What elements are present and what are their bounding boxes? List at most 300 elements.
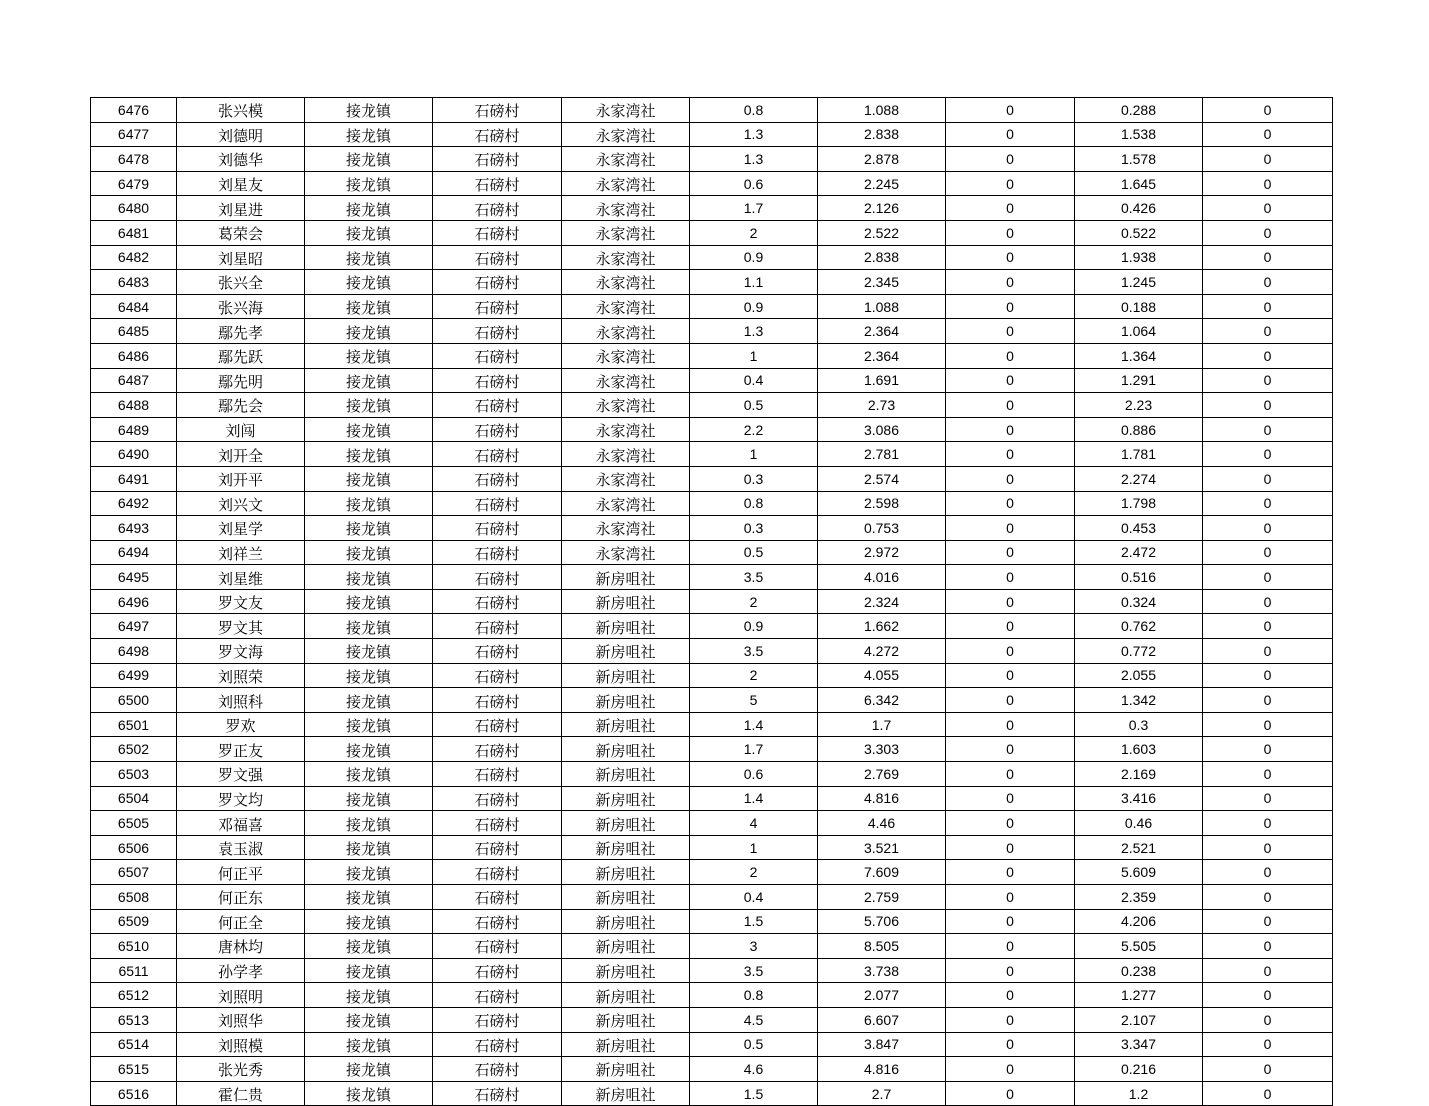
name-cell: 刘祥兰 [177,540,305,565]
town-cell: 接龙镇 [305,1032,433,1057]
village-cell: 石磅村 [433,983,562,1008]
value-c-cell: 0 [946,343,1075,368]
group-cell: 永家湾社 [562,393,690,418]
name-cell: 刘照科 [177,688,305,713]
table-row [91,909,1333,934]
village-cell: 石磅村 [433,737,562,762]
value-e-cell: 0 [1203,294,1333,319]
value-b-cell: 2.522 [818,220,946,245]
value-d-cell: 0.216 [1075,1057,1203,1082]
table-row [91,122,1333,147]
name-cell: 袁玉淑 [177,835,305,860]
name-cell: 刘星友 [177,171,305,196]
name-cell: 张兴海 [177,294,305,319]
value-b-cell: 3.086 [818,417,946,442]
village-cell: 石磅村 [433,417,562,442]
value-a-cell: 0.8 [690,491,818,516]
value-e-cell: 0 [1203,270,1333,295]
id-cell: 6516 [91,1081,177,1106]
town-cell: 接龙镇 [305,319,433,344]
village-cell: 石磅村 [433,811,562,836]
town-cell: 接龙镇 [305,762,433,787]
value-b-cell: 4.46 [818,811,946,836]
id-cell: 6511 [91,958,177,983]
village-cell: 石磅村 [433,589,562,614]
value-e-cell: 0 [1203,639,1333,664]
value-c-cell: 0 [946,466,1075,491]
name-cell: 刘星学 [177,516,305,541]
value-d-cell: 5.609 [1075,860,1203,885]
value-d-cell: 0.886 [1075,417,1203,442]
village-cell: 石磅村 [433,1081,562,1106]
table-row [91,786,1333,811]
id-cell: 6506 [91,835,177,860]
value-e-cell: 0 [1203,663,1333,688]
village-cell: 石磅村 [433,147,562,172]
name-cell: 刘照荣 [177,663,305,688]
table-row [91,983,1333,1008]
table-row [91,319,1333,344]
table-row [91,565,1333,590]
value-b-cell: 6.607 [818,1007,946,1032]
table-row [91,885,1333,910]
village-cell: 石磅村 [433,98,562,123]
value-d-cell: 1.342 [1075,688,1203,713]
id-cell: 6493 [91,516,177,541]
value-c-cell: 0 [946,639,1075,664]
value-b-cell: 2.73 [818,393,946,418]
group-cell: 新房咀社 [562,688,690,713]
group-cell: 新房咀社 [562,614,690,639]
value-d-cell: 2.23 [1075,393,1203,418]
value-b-cell: 2.7 [818,1081,946,1106]
table-row [91,811,1333,836]
town-cell: 接龙镇 [305,417,433,442]
id-cell: 6499 [91,663,177,688]
value-c-cell: 0 [946,147,1075,172]
value-c-cell: 0 [946,958,1075,983]
value-c-cell: 0 [946,294,1075,319]
id-cell: 6510 [91,934,177,959]
value-a-cell: 3.5 [690,958,818,983]
value-d-cell: 0.453 [1075,516,1203,541]
id-cell: 6494 [91,540,177,565]
table-row [91,393,1333,418]
group-cell: 永家湾社 [562,491,690,516]
id-cell: 6486 [91,343,177,368]
table-row [91,958,1333,983]
value-c-cell: 0 [946,1081,1075,1106]
village-cell: 石磅村 [433,171,562,196]
group-cell: 新房咀社 [562,1081,690,1106]
village-cell: 石磅村 [433,958,562,983]
village-cell: 石磅村 [433,762,562,787]
value-d-cell: 1.781 [1075,442,1203,467]
name-cell: 罗文强 [177,762,305,787]
id-cell: 6514 [91,1032,177,1057]
id-cell: 6481 [91,220,177,245]
value-b-cell: 2.574 [818,466,946,491]
group-cell: 永家湾社 [562,319,690,344]
name-cell: 刘德华 [177,147,305,172]
town-cell: 接龙镇 [305,934,433,959]
value-b-cell: 1.7 [818,712,946,737]
group-cell: 永家湾社 [562,343,690,368]
value-a-cell: 1.3 [690,122,818,147]
group-cell: 永家湾社 [562,147,690,172]
value-b-cell: 2.838 [818,245,946,270]
value-b-cell: 2.972 [818,540,946,565]
value-c-cell: 0 [946,589,1075,614]
value-b-cell: 2.769 [818,762,946,787]
town-cell: 接龙镇 [305,589,433,614]
value-b-cell: 4.816 [818,786,946,811]
village-cell: 石磅村 [433,491,562,516]
value-b-cell: 7.609 [818,860,946,885]
value-c-cell: 0 [946,319,1075,344]
town-cell: 接龙镇 [305,983,433,1008]
id-cell: 6507 [91,860,177,885]
value-e-cell: 0 [1203,540,1333,565]
value-e-cell: 0 [1203,98,1333,123]
name-cell: 刘开平 [177,466,305,491]
value-c-cell: 0 [946,1007,1075,1032]
id-cell: 6505 [91,811,177,836]
table-row [91,540,1333,565]
value-d-cell: 1.603 [1075,737,1203,762]
value-b-cell: 3.521 [818,835,946,860]
town-cell: 接龙镇 [305,737,433,762]
name-cell: 鄢先会 [177,393,305,418]
id-cell: 6488 [91,393,177,418]
value-a-cell: 1.7 [690,737,818,762]
value-a-cell: 1.5 [690,1081,818,1106]
value-e-cell: 0 [1203,1007,1333,1032]
value-b-cell: 2.364 [818,319,946,344]
value-c-cell: 0 [946,393,1075,418]
name-cell: 何正东 [177,885,305,910]
name-cell: 鄢先跃 [177,343,305,368]
id-cell: 6496 [91,589,177,614]
table-row [91,860,1333,885]
value-d-cell: 1.645 [1075,171,1203,196]
village-cell: 石磅村 [433,368,562,393]
value-b-cell: 3.303 [818,737,946,762]
value-d-cell: 1.938 [1075,245,1203,270]
town-cell: 接龙镇 [305,1007,433,1032]
value-a-cell: 0.6 [690,762,818,787]
table-row [91,639,1333,664]
village-cell: 石磅村 [433,245,562,270]
value-b-cell: 1.662 [818,614,946,639]
value-a-cell: 3.5 [690,639,818,664]
group-cell: 永家湾社 [562,196,690,221]
value-b-cell: 0.753 [818,516,946,541]
name-cell: 邓福喜 [177,811,305,836]
value-c-cell: 0 [946,614,1075,639]
value-a-cell: 0.5 [690,540,818,565]
value-d-cell: 1.798 [1075,491,1203,516]
village-cell: 石磅村 [433,1032,562,1057]
value-b-cell: 2.598 [818,491,946,516]
value-b-cell: 6.342 [818,688,946,713]
value-c-cell: 0 [946,860,1075,885]
table-row [91,220,1333,245]
value-d-cell: 1.2 [1075,1081,1203,1106]
table-row [91,688,1333,713]
name-cell: 刘闯 [177,417,305,442]
value-c-cell: 0 [946,220,1075,245]
value-e-cell: 0 [1203,786,1333,811]
table-row [91,737,1333,762]
village-cell: 石磅村 [433,122,562,147]
table-row [91,934,1333,959]
town-cell: 接龙镇 [305,196,433,221]
group-cell: 永家湾社 [562,171,690,196]
value-a-cell: 2 [690,860,818,885]
value-d-cell: 5.505 [1075,934,1203,959]
town-cell: 接龙镇 [305,466,433,491]
group-cell: 永家湾社 [562,270,690,295]
value-b-cell: 2.838 [818,122,946,147]
town-cell: 接龙镇 [305,1057,433,1082]
id-cell: 6490 [91,442,177,467]
id-cell: 6512 [91,983,177,1008]
group-cell: 新房咀社 [562,737,690,762]
value-d-cell: 2.107 [1075,1007,1203,1032]
table-row [91,270,1333,295]
value-c-cell: 0 [946,368,1075,393]
value-a-cell: 1.5 [690,909,818,934]
id-cell: 6483 [91,270,177,295]
value-b-cell: 2.345 [818,270,946,295]
value-a-cell: 0.3 [690,466,818,491]
id-cell: 6476 [91,98,177,123]
id-cell: 6497 [91,614,177,639]
group-cell: 新房咀社 [562,860,690,885]
village-cell: 石磅村 [433,688,562,713]
value-d-cell: 0.46 [1075,811,1203,836]
value-e-cell: 0 [1203,835,1333,860]
value-e-cell: 0 [1203,958,1333,983]
value-c-cell: 0 [946,983,1075,1008]
value-a-cell: 0.9 [690,245,818,270]
name-cell: 何正全 [177,909,305,934]
value-c-cell: 0 [946,688,1075,713]
value-e-cell: 0 [1203,122,1333,147]
id-cell: 6515 [91,1057,177,1082]
town-cell: 接龙镇 [305,958,433,983]
value-e-cell: 0 [1203,491,1333,516]
id-cell: 6489 [91,417,177,442]
town-cell: 接龙镇 [305,368,433,393]
value-a-cell: 0.6 [690,171,818,196]
town-cell: 接龙镇 [305,147,433,172]
id-cell: 6482 [91,245,177,270]
village-cell: 石磅村 [433,196,562,221]
village-cell: 石磅村 [433,934,562,959]
value-e-cell: 0 [1203,245,1333,270]
value-a-cell: 1.7 [690,196,818,221]
group-cell: 永家湾社 [562,294,690,319]
value-e-cell: 0 [1203,220,1333,245]
value-d-cell: 1.578 [1075,147,1203,172]
id-cell: 6480 [91,196,177,221]
value-c-cell: 0 [946,811,1075,836]
value-e-cell: 0 [1203,343,1333,368]
town-cell: 接龙镇 [305,343,433,368]
value-c-cell: 0 [946,565,1075,590]
name-cell: 鄢先孝 [177,319,305,344]
village-cell: 石磅村 [433,786,562,811]
group-cell: 永家湾社 [562,516,690,541]
value-d-cell: 2.472 [1075,540,1203,565]
name-cell: 罗正友 [177,737,305,762]
value-d-cell: 0.772 [1075,639,1203,664]
value-c-cell: 0 [946,762,1075,787]
id-cell: 6513 [91,1007,177,1032]
table-row [91,589,1333,614]
value-c-cell: 0 [946,934,1075,959]
group-cell: 永家湾社 [562,122,690,147]
table-row [91,196,1333,221]
id-cell: 6485 [91,319,177,344]
value-b-cell: 1.088 [818,294,946,319]
name-cell: 罗文其 [177,614,305,639]
town-cell: 接龙镇 [305,540,433,565]
value-a-cell: 0.9 [690,294,818,319]
value-a-cell: 0.8 [690,983,818,1008]
value-a-cell: 0.3 [690,516,818,541]
table-row [91,98,1333,123]
group-cell: 永家湾社 [562,540,690,565]
value-e-cell: 0 [1203,762,1333,787]
table-row [91,368,1333,393]
table-row [91,516,1333,541]
name-cell: 刘星昭 [177,245,305,270]
table-row [91,835,1333,860]
village-cell: 石磅村 [433,270,562,295]
name-cell: 刘照明 [177,983,305,1008]
id-cell: 6491 [91,466,177,491]
id-cell: 6508 [91,885,177,910]
value-e-cell: 0 [1203,147,1333,172]
value-c-cell: 0 [946,737,1075,762]
value-d-cell: 0.188 [1075,294,1203,319]
value-e-cell: 0 [1203,417,1333,442]
group-cell: 新房咀社 [562,589,690,614]
town-cell: 接龙镇 [305,171,433,196]
value-b-cell: 4.272 [818,639,946,664]
value-b-cell: 2.878 [818,147,946,172]
group-cell: 新房咀社 [562,712,690,737]
value-c-cell: 0 [946,909,1075,934]
name-cell: 孙学孝 [177,958,305,983]
value-d-cell: 0.324 [1075,589,1203,614]
table-body [91,98,1333,1106]
town-cell: 接龙镇 [305,1081,433,1106]
value-d-cell: 0.516 [1075,565,1203,590]
village-cell: 石磅村 [433,909,562,934]
village-cell: 石磅村 [433,1057,562,1082]
value-c-cell: 0 [946,442,1075,467]
value-d-cell: 2.359 [1075,885,1203,910]
value-d-cell: 1.538 [1075,122,1203,147]
id-cell: 6495 [91,565,177,590]
value-b-cell: 2.759 [818,885,946,910]
name-cell: 刘德明 [177,122,305,147]
group-cell: 新房咀社 [562,934,690,959]
group-cell: 新房咀社 [562,958,690,983]
name-cell: 刘照模 [177,1032,305,1057]
value-c-cell: 0 [946,417,1075,442]
value-d-cell: 4.206 [1075,909,1203,934]
village-cell: 石磅村 [433,393,562,418]
table-row [91,1007,1333,1032]
table-row [91,663,1333,688]
value-e-cell: 0 [1203,171,1333,196]
value-d-cell: 0.426 [1075,196,1203,221]
value-b-cell: 2.077 [818,983,946,1008]
value-c-cell: 0 [946,663,1075,688]
value-a-cell: 1 [690,442,818,467]
group-cell: 新房咀社 [562,639,690,664]
value-c-cell: 0 [946,1057,1075,1082]
group-cell: 永家湾社 [562,220,690,245]
id-cell: 6487 [91,368,177,393]
town-cell: 接龙镇 [305,712,433,737]
village-cell: 石磅村 [433,343,562,368]
value-e-cell: 0 [1203,196,1333,221]
value-c-cell: 0 [946,245,1075,270]
town-cell: 接龙镇 [305,614,433,639]
village-cell: 石磅村 [433,639,562,664]
group-cell: 永家湾社 [562,417,690,442]
value-a-cell: 2 [690,589,818,614]
value-b-cell: 2.324 [818,589,946,614]
village-cell: 石磅村 [433,565,562,590]
value-a-cell: 5 [690,688,818,713]
value-c-cell: 0 [946,516,1075,541]
value-d-cell: 3.416 [1075,786,1203,811]
value-b-cell: 1.088 [818,98,946,123]
data-table [90,97,1333,1106]
name-cell: 鄢先明 [177,368,305,393]
town-cell: 接龙镇 [305,909,433,934]
name-cell: 刘照华 [177,1007,305,1032]
value-a-cell: 2 [690,663,818,688]
table-row [91,1081,1333,1106]
value-d-cell: 1.364 [1075,343,1203,368]
town-cell: 接龙镇 [305,688,433,713]
town-cell: 接龙镇 [305,491,433,516]
value-a-cell: 1.3 [690,319,818,344]
group-cell: 新房咀社 [562,1007,690,1032]
value-c-cell: 0 [946,196,1075,221]
id-cell: 6502 [91,737,177,762]
village-cell: 石磅村 [433,516,562,541]
value-d-cell: 0.288 [1075,98,1203,123]
value-c-cell: 0 [946,540,1075,565]
value-a-cell: 0.4 [690,885,818,910]
group-cell: 永家湾社 [562,245,690,270]
group-cell: 新房咀社 [562,983,690,1008]
id-cell: 6498 [91,639,177,664]
value-a-cell: 1 [690,835,818,860]
table-row [91,245,1333,270]
table-row [91,762,1333,787]
table-row [91,614,1333,639]
